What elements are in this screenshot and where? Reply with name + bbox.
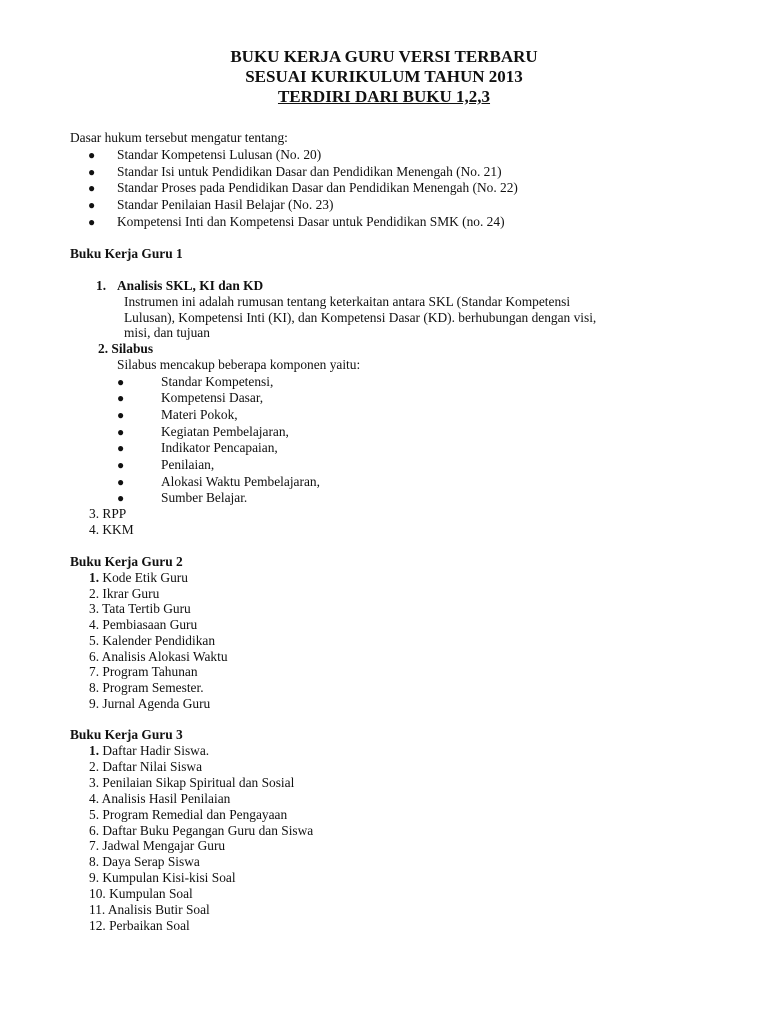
buku1-item2-title: 2. Silabus xyxy=(98,341,154,356)
buku2-item: 8. Program Semester. xyxy=(89,680,204,695)
bullet-icon: ● xyxy=(88,148,96,162)
buku1-item1-number: 1. xyxy=(96,278,107,293)
buku3-item: 2. Daftar Nilai Siswa xyxy=(89,759,203,774)
buku3-item: 4. Analisis Hasil Penilaian xyxy=(89,791,231,806)
buku1-item3: 3. RPP xyxy=(89,506,127,521)
buku2-item: 9. Jurnal Agenda Guru xyxy=(89,696,211,711)
buku3-item xyxy=(89,743,209,759)
buku3-item: 9. Kumpulan Kisi-kisi Soal xyxy=(89,870,236,885)
buku2-item: 3. Tata Tertib Guru xyxy=(89,601,191,616)
buku3-item-text: Daftar Hadir Siswa. xyxy=(99,743,210,758)
buku2-item-text: Kode Etik Guru xyxy=(99,570,188,585)
buku2-item: 6. Analisis Alokasi Waktu xyxy=(89,649,228,664)
buku3-item: 12. Perbaikan Soal xyxy=(89,918,190,933)
buku3-item: 8. Daya Serap Siswa xyxy=(89,854,200,869)
buku1-item1-desc: Instrumen ini adalah rumusan tentang keterkaitan antara SKL (Standar Kompetensi xyxy=(124,294,571,309)
buku2-item: 2. Ikrar Guru xyxy=(89,586,160,601)
intro-item: Standar Kompetensi Lulusan (No. 20) xyxy=(117,147,322,162)
buku3-item: 5. Program Remedial dan Pengayaan xyxy=(89,807,288,822)
buku2-item xyxy=(89,570,188,586)
buku1-item1-desc: Lulusan), Kompetensi Inti (KI), dan Kompetensi Dasar (KD). berhubungan dengan visi, xyxy=(124,310,597,325)
bullet-icon: ● xyxy=(88,181,96,195)
bullet-icon: ● xyxy=(117,375,125,389)
silabus-component: Penilaian, xyxy=(161,457,215,472)
buku3-item: 10. Kumpulan Soal xyxy=(89,886,193,901)
buku2-item-number: 1. xyxy=(89,570,100,585)
intro-item: Standar Isi untuk Pendidikan Dasar dan Pendidikan Menengah (No. 21) xyxy=(117,164,502,179)
buku1-item4: 4. KKM xyxy=(89,522,134,537)
buku3-heading: Buku Kerja Guru 3 xyxy=(70,727,183,742)
title-line-3: TERDIRI DARI BUKU 1,2,3 xyxy=(277,87,491,106)
title-line-2: SESUAI KURIKULUM TAHUN 2013 xyxy=(245,67,523,86)
silabus-component: Materi Pokok, xyxy=(161,407,238,422)
intro-lead: Dasar hukum tersebut mengatur tentang: xyxy=(70,130,288,145)
buku1-item2-lead: Silabus mencakup beberapa komponen yaitu: xyxy=(117,357,361,372)
bullet-icon: ● xyxy=(88,215,96,229)
buku3-item: 11. Analisis Butir Soal xyxy=(89,902,210,917)
bullet-icon: ● xyxy=(88,198,96,212)
title-line-1: BUKU KERJA GURU VERSI TERBARU xyxy=(230,47,538,66)
buku2-item: 4. Pembiasaan Guru xyxy=(89,617,198,632)
bullet-icon: ● xyxy=(117,408,125,422)
buku3-item-number: 1. xyxy=(89,743,100,758)
bullet-icon: ● xyxy=(117,475,125,489)
bullet-icon: ● xyxy=(117,391,125,405)
intro-item: Standar Proses pada Pendidikan Dasar dan Pendidikan Menengah (No. 22) xyxy=(117,180,518,195)
silabus-component: Standar Kompetensi, xyxy=(161,374,274,389)
silabus-component: Sumber Belajar. xyxy=(161,490,248,505)
intro-item: Standar Penilaian Hasil Belajar (No. 23) xyxy=(117,197,334,212)
bullet-icon: ● xyxy=(117,458,125,472)
silabus-component: Alokasi Waktu Pembelajaran, xyxy=(161,474,320,489)
buku3-item: 3. Penilaian Sikap Spiritual dan Sosial xyxy=(89,775,295,790)
silabus-component: Indikator Pencapaian, xyxy=(161,440,278,455)
buku2-heading: Buku Kerja Guru 2 xyxy=(70,554,183,569)
bullet-icon: ● xyxy=(117,441,125,455)
buku1-item1-desc: misi, dan tujuan xyxy=(124,325,210,340)
buku3-item: 7. Jadwal Mengajar Guru xyxy=(89,838,226,853)
intro-item: Kompetensi Inti dan Kompetensi Dasar untuk Pendidikan SMK (no. 24) xyxy=(117,214,505,229)
bullet-icon: ● xyxy=(117,491,125,505)
buku2-item: 5. Kalender Pendidikan xyxy=(89,633,216,648)
buku2-item: 7. Program Tahunan xyxy=(89,664,198,679)
bullet-icon: ● xyxy=(88,165,96,179)
buku1-heading: Buku Kerja Guru 1 xyxy=(70,246,183,261)
bullet-icon: ● xyxy=(117,425,125,439)
silabus-component: Kegiatan Pembelajaran, xyxy=(161,424,289,439)
silabus-component: Kompetensi Dasar, xyxy=(161,390,264,405)
buku3-item: 6. Daftar Buku Pegangan Guru dan Siswa xyxy=(89,823,314,838)
buku1-item1-title: Analisis SKL, KI dan KD xyxy=(117,278,264,293)
